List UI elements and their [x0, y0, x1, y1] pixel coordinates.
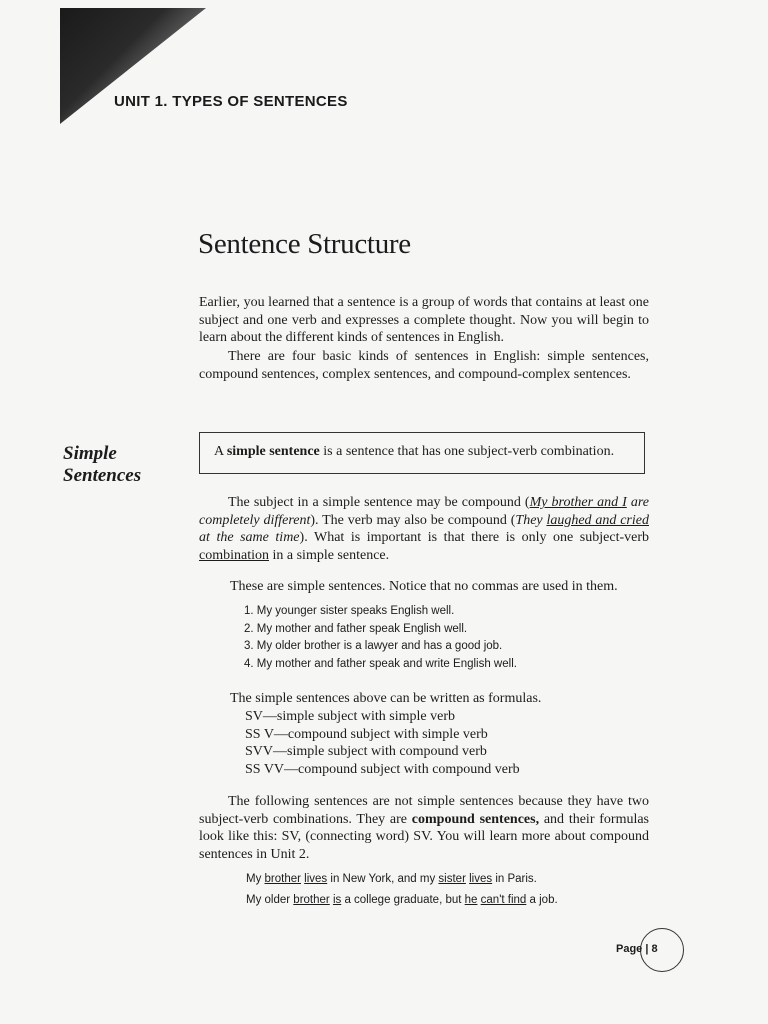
verb-underlined: can't find: [480, 894, 527, 906]
text-run: The following sentences are not simple sentences because they have two subject-verb combinations. They are: [199, 794, 649, 827]
intro-paragraph-2: There are four basic kinds of sentences in English: simple sentences, compound sentences, complex sentences, and compound-complex sentences.: [199, 349, 649, 382]
formulas-intro: The simple sentences above can be written as formulas.: [230, 691, 542, 706]
verb-underlined: is: [332, 894, 342, 906]
formula-list: [245, 708, 520, 778]
page-number-value: 8: [651, 943, 658, 955]
example-item: 4. My mother and father speak and write English well.: [244, 657, 517, 670]
unit-title: UNIT 1. TYPES OF SENTENCES: [114, 93, 348, 110]
text-run: in a simple sentence.: [269, 547, 390, 563]
text-run: My: [246, 873, 265, 885]
compound-example-1: [246, 873, 537, 885]
example-item: 2. My mother and father speak English well.: [244, 622, 468, 635]
compound-explanation-paragraph: [199, 494, 649, 564]
text-run: in Paris.: [492, 873, 537, 885]
subject-underlined: he: [464, 894, 478, 906]
example-italic: at the same time: [199, 530, 300, 545]
formula-item: SS VV—compound subject with compound verb: [245, 761, 520, 777]
example-italic: are completely different: [199, 495, 649, 528]
compound-example-2: [246, 894, 558, 906]
definition-pre: A: [214, 444, 227, 459]
example-subject-underlined: My brother and I: [529, 495, 627, 510]
formula-item: SVV—simple subject with compound verb: [245, 744, 487, 759]
text-run: and their formulas look like this: SV, (connecting word) SV. You will learn more about compound sentences in Unit 2.: [199, 811, 650, 862]
text-run: a job.: [526, 894, 558, 906]
subject-underlined: brother: [264, 873, 301, 885]
text-run: ). The verb may also be compound (: [310, 512, 516, 528]
page-title: Sentence Structure: [198, 228, 411, 260]
section-heading-line-2: Sentences: [63, 465, 142, 486]
example-italic: They: [515, 512, 547, 528]
page-number: Page | 8: [616, 943, 658, 955]
definition-term: simple sentence: [226, 444, 320, 459]
example-item: 1. My younger sister speaks English well.: [244, 605, 455, 617]
intro-paragraph-1: Earlier, you learned that a sentence is a group of words that contains at least one subject and one verb and expresses a complete thought. Now you will begin to learn about the different kinds of sentences in English.: [199, 295, 649, 345]
notice-text: These are simple sentences. Notice that no commas are used in them.: [230, 579, 618, 594]
section-heading-simple-sentences: [63, 443, 141, 487]
underlined-word: combination: [199, 547, 269, 563]
formula-item: SV—simple subject with simple verb: [245, 709, 455, 724]
verb-underlined: lives: [304, 873, 328, 885]
example-item: 3. My older brother is a lawyer and has a good job.: [244, 640, 503, 652]
verb-underlined: lives: [469, 873, 493, 885]
section-heading-line-1: Simple: [63, 443, 117, 464]
subject-underlined: sister: [438, 873, 466, 885]
text-run: The subject in a simple sentence may be compound (: [228, 495, 530, 510]
text-run: in New York, and my: [327, 873, 439, 885]
page-label: Page: [616, 943, 643, 955]
definition-post: is a sentence that has one subject-verb combination.: [319, 444, 615, 459]
text-run: a college graduate, but: [341, 894, 465, 906]
bold-term: compound sentences,: [411, 811, 540, 827]
subject-underlined: brother: [293, 894, 330, 906]
simple-sentence-examples: [244, 603, 517, 673]
definition-box: [199, 432, 645, 474]
text-run: My older: [246, 894, 294, 906]
text-run: ). What is important is that there is only one subject-verb: [299, 530, 649, 545]
formula-item: SS V—compound subject with simple verb: [245, 726, 488, 742]
example-verb-underlined: laughed and cried: [546, 512, 649, 528]
compound-intro-paragraph: [199, 793, 649, 863]
